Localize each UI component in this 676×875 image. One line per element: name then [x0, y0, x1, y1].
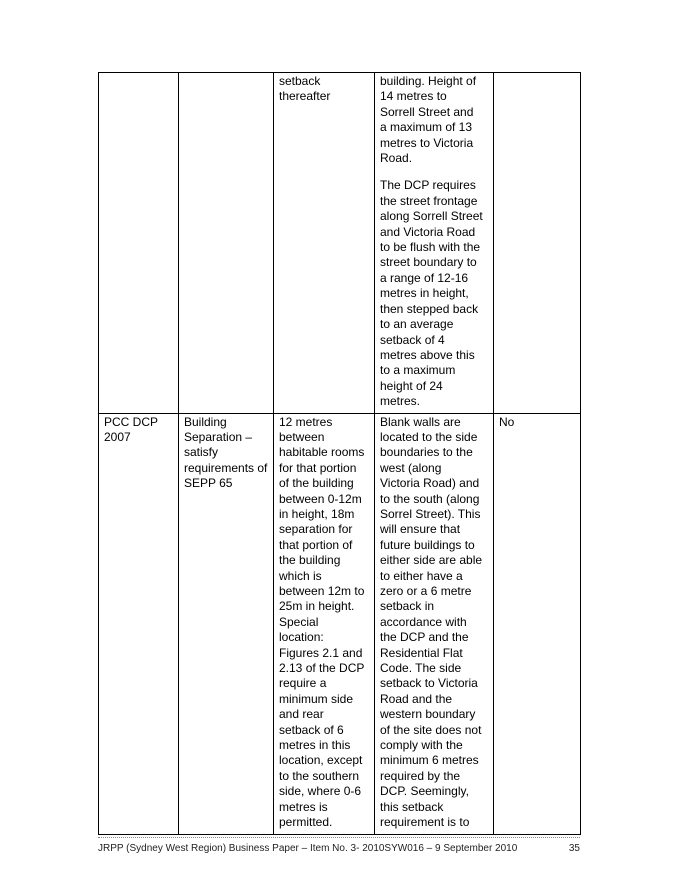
cell-text: Blank walls are located to the side boundaries to the west (along Victoria Road) and to the south (along Sorrel Street). This will ensure that future buildings to either side are able to either have a zero or a 6 metre setback in accordance with the DCP and the Residential Flat Code. The side setback to Victoria Road and the western boundary of the site does not comply with the minimum 6 metres required by the DCP. Seemingly, this setback requirement is to [380, 414, 483, 830]
table-row [99, 73, 581, 414]
cell-text: Building Separation – satisfy requirements of SEPP 65 [184, 414, 268, 491]
page-footer [98, 837, 580, 854]
cell-text: PCC DCP 2007 [104, 414, 159, 444]
cell-text: No [499, 414, 515, 429]
cell-control [99, 73, 179, 414]
cell-standard [274, 413, 375, 834]
cell-control [99, 413, 179, 834]
table-row [99, 413, 581, 834]
footer-text: JRPP (Sydney West Region) Business Paper – Item No. 3- 2010SYW016 – 9 September 2010 [98, 843, 518, 854]
cell-proposal [375, 413, 494, 834]
cell-text: setback thereafter [279, 74, 331, 104]
cell-standard [274, 73, 375, 414]
cell-text: 12 metres between habitable rooms for that portion of the building between 0-12m in height, 18m separation for that portion of the building which is between 12m to 25m in height. Special location: Figures 2.1 and 2.13 of the DCP require a minimum side and rear setback of 6 metres in this location, except to the southern side, where 0-6 metres is permitted. [279, 414, 365, 830]
cell-compliance [494, 73, 581, 414]
cell-requirement [179, 413, 274, 834]
cell-proposal [375, 73, 494, 414]
cell-compliance [494, 413, 581, 834]
cell-requirement [179, 73, 274, 414]
cell-text: The DCP requires the street frontage along Sorrell Street and Victoria Road to be flush with the street boundary to a range of 12-16 metres in height, then stepped back to an average setback of 4 metres above this to a maximum height of 24 metres. [380, 178, 483, 409]
assessment-table [98, 72, 581, 835]
page-number: 35 [568, 843, 580, 854]
cell-text: building. Height of 14 metres to Sorrell Street and a maximum of 13 metres to Victoria Road. [380, 74, 477, 166]
